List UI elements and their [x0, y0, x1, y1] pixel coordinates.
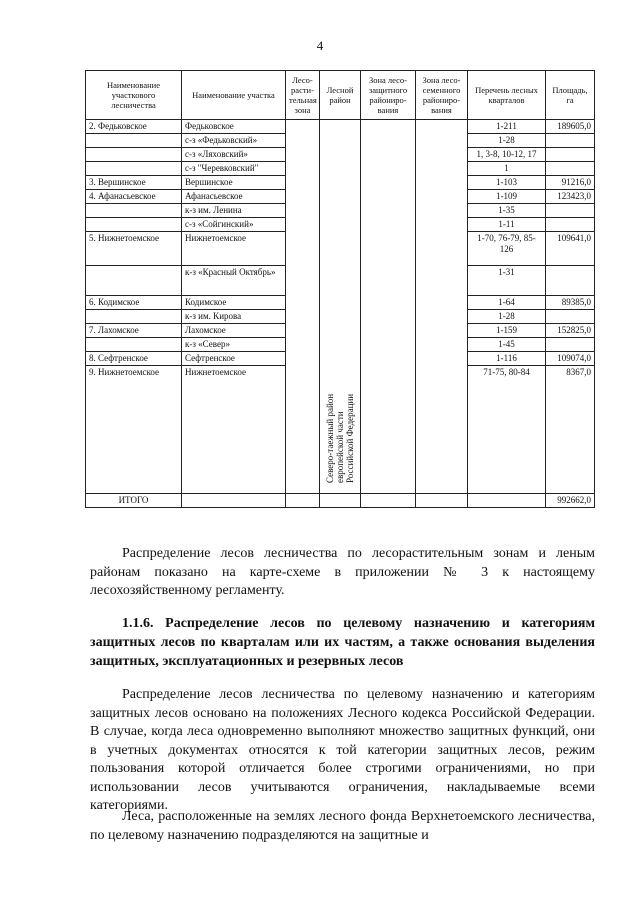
table-cell-forestry: [86, 338, 182, 352]
table-cell-forestry: [86, 148, 182, 162]
table-cell-area: [546, 148, 595, 162]
table-cell-empty: [320, 494, 361, 508]
table-cell-forestry: 8. Сефтренское: [86, 352, 182, 366]
table-cell-area: 109074,0: [546, 352, 595, 366]
table-header-cell: Зона лесо-защитного райониро-вания: [361, 71, 416, 120]
table-cell-district: [320, 120, 361, 494]
paragraph-zones: Распределение лесов лесничества по лесорастительным зонам и леным районам показано на карте-схеме в приложении № 3 к настоящему лесохозяйственному регламенту.: [90, 546, 595, 598]
paragraph-forests: Леса, расположенные на землях лесного фонда Верхнетоемского лесничества, по целевому назначению подразделяются на защитные и: [90, 809, 595, 843]
table-header-cell: Перечень лесных кварталов: [468, 71, 546, 120]
table-cell-area: 152825,0: [546, 324, 595, 338]
table-cell-zone: [286, 120, 320, 494]
table-cell-area: [546, 204, 595, 218]
table-cell-section: к-з «Север»: [182, 338, 286, 352]
table-cell-area: [546, 310, 595, 324]
table-header-row: [86, 71, 595, 120]
table-total-row: [86, 494, 595, 508]
table-cell-quarters: 1: [468, 162, 546, 176]
table-cell-forestry: 6. Кодимское: [86, 296, 182, 310]
table-cell-empty: [468, 494, 546, 508]
table-header-cell: Площадь, га: [546, 71, 595, 120]
table-cell-forestry: [86, 204, 182, 218]
table-cell-area: 109641,0: [546, 232, 595, 266]
table-cell-quarters: 1-35: [468, 204, 546, 218]
table-cell-section: к-з «Красный Октябрь»: [182, 266, 286, 296]
table-cell-quarters: 1, 3-8, 10-12, 17: [468, 148, 546, 162]
table-cell-forestry: 3. Вершинское: [86, 176, 182, 190]
total-area: 992662,0: [546, 494, 595, 508]
paragraph-distribution: Распределение лесов лесничества по целевому назначению и категориям защитных лесов основано на положениях Лесного кодекса Российской Федерации. В случае, когда леса одновременно выполняют множество защитных функций, они в учетных документах относятся к той категории защитных лесов, режим пользования которой отличается более строгими ограничениями, но при использовании лесов учитываются ограничения, накладываемые всеми категориями.: [90, 687, 595, 813]
table-cell-section: Сефтренское: [182, 352, 286, 366]
table-cell-forestry: 2. Федьковское: [86, 120, 182, 134]
table-cell-quarters: 1-28: [468, 134, 546, 148]
table-cell-quarters: 1-64: [468, 296, 546, 310]
table-cell-forestry: [86, 266, 182, 296]
table-cell-protect: [361, 120, 416, 494]
table-cell-section: Лахомское: [182, 324, 286, 338]
table-cell-quarters: 1-109: [468, 190, 546, 204]
table-cell-area: 189605,0: [546, 120, 595, 134]
page-number: 4: [316, 38, 324, 53]
table-cell-area: 123423,0: [546, 190, 595, 204]
table-header-cell: Наименование участка: [182, 71, 286, 120]
table-cell-quarters: 1-28: [468, 310, 546, 324]
table-cell-quarters: 1-211: [468, 120, 546, 134]
table-cell-area: 91216,0: [546, 176, 595, 190]
table-row: [86, 120, 595, 134]
table-cell-seed: [416, 120, 468, 494]
table-cell-section: к-з им. Ленина: [182, 204, 286, 218]
table-cell-forestry: 9. Нижнетоемское: [86, 366, 182, 494]
table-cell-forestry: 4. Афанасьевское: [86, 190, 182, 204]
table-cell-empty: [416, 494, 468, 508]
table-cell-empty: [182, 494, 286, 508]
table-cell-area: 89385,0: [546, 296, 595, 310]
table-cell-quarters: 1-159: [468, 324, 546, 338]
table-cell-area: [546, 266, 595, 296]
table-cell-quarters: 71-75, 80-84: [468, 366, 546, 494]
table-cell-forestry: [86, 218, 182, 232]
total-label: ИТОГО: [86, 494, 182, 508]
table-cell-section: Вершинское: [182, 176, 286, 190]
table-cell-section: Нижнетоемское: [182, 232, 286, 266]
table-cell-forestry: [86, 134, 182, 148]
table-cell-quarters: 1-70, 76-79, 85-126: [468, 232, 546, 266]
table-cell-section: Нижнетоемское: [182, 366, 286, 494]
table-cell-section: Кодимское: [182, 296, 286, 310]
table-cell-quarters: 1-103: [468, 176, 546, 190]
table-header-cell: Зона лесо-семенного райониро-вания: [416, 71, 468, 120]
table-cell-section: к-з им. Кирова: [182, 310, 286, 324]
table-cell-section: Афанасьевское: [182, 190, 286, 204]
table-cell-area: [546, 162, 595, 176]
table-cell-empty: [361, 494, 416, 508]
table-cell-section: с-з «Федьковский»: [182, 134, 286, 148]
table-header-cell: Лесной район: [320, 71, 361, 120]
table-cell-area: 8367,0: [546, 366, 595, 494]
table-cell-section: Федьковское: [182, 120, 286, 134]
forest-district-label: Северо-таежный район европейской части Российской Федерации: [325, 393, 355, 483]
table-cell-area: [546, 134, 595, 148]
table-cell-quarters: 1-31: [468, 266, 546, 296]
table-cell-forestry: [86, 310, 182, 324]
table-cell-section: с-з «Ляховский»: [182, 148, 286, 162]
section-heading: 1.1.6. Распределение лесов по целевому назначению и категориям защитных лесов по кварталам или их частям, а также основания выделения защитных, эксплуатационных и резервных лесов: [90, 616, 595, 669]
table-cell-forestry: 7. Лахомское: [86, 324, 182, 338]
table-cell-quarters: 1-11: [468, 218, 546, 232]
table-cell-section: с-з "Черевковский": [182, 162, 286, 176]
table-header-cell: Наименование участкового лесничества: [86, 71, 182, 120]
table-header-cell: Лесо-расти-тельная зона: [286, 71, 320, 120]
table-cell-forestry: 5. Нижнетоемское: [86, 232, 182, 266]
table-cell-area: [546, 338, 595, 352]
forestry-table: [85, 70, 595, 508]
table-cell-section: с-з «Сойгинский»: [182, 218, 286, 232]
table-cell-forestry: [86, 162, 182, 176]
table-cell-area: [546, 218, 595, 232]
table-cell-quarters: 1-45: [468, 338, 546, 352]
table-cell-quarters: 1-116: [468, 352, 546, 366]
table-cell-empty: [286, 494, 320, 508]
